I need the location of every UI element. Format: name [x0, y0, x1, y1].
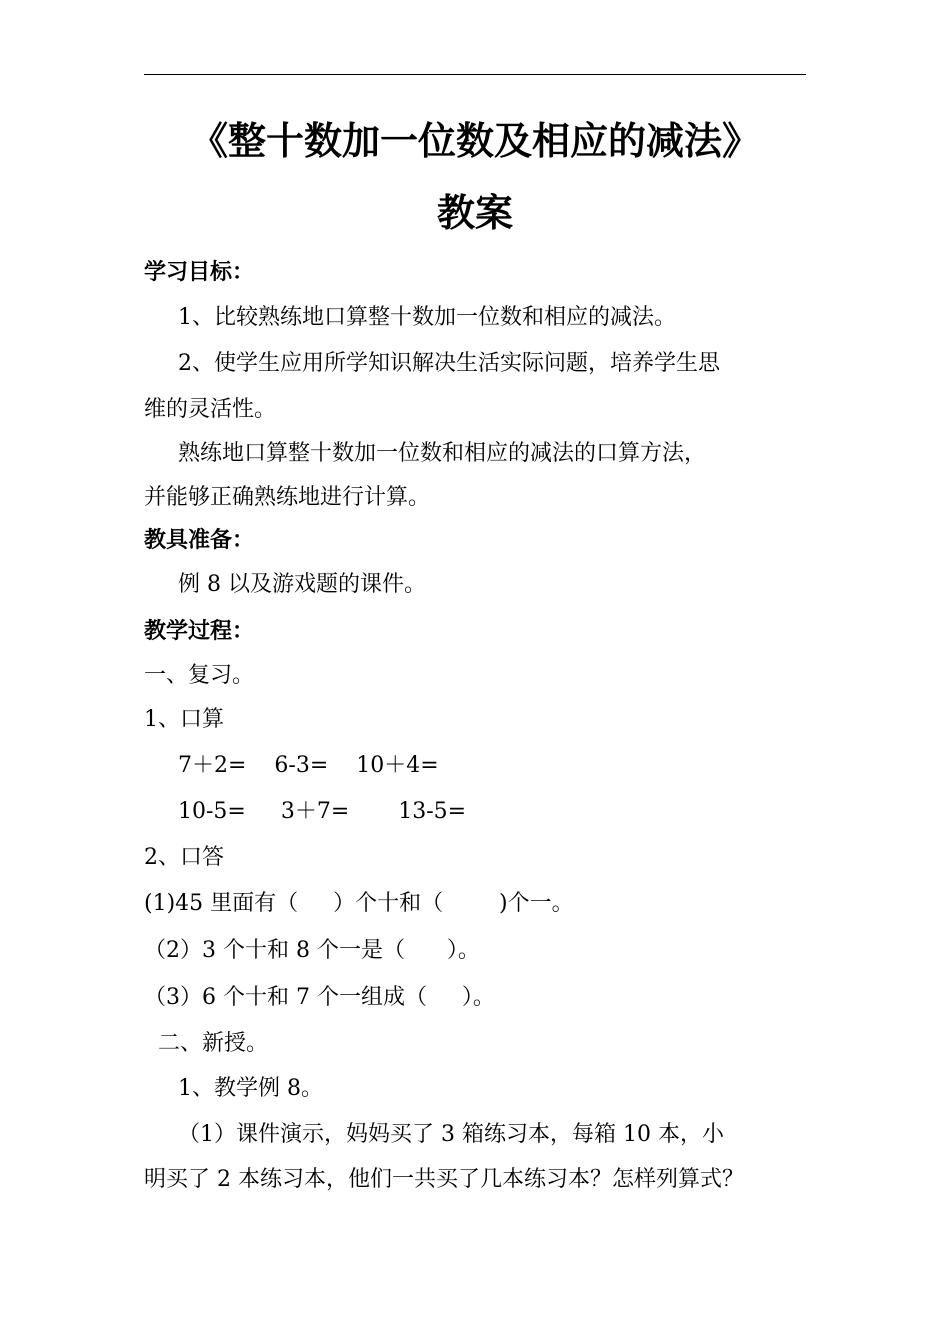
objectives-heading: 学习目标： [144, 260, 255, 285]
example-title: 1、教学例 8。 [178, 1076, 323, 1101]
example-text-line-2: 明买了 2 本练习本，他们一共买了几本练习本？怎样列算式？ [144, 1167, 744, 1192]
process-heading: 教学过程： [144, 619, 255, 644]
objective-focus-line-2: 并能够正确熟练地进行计算。 [144, 485, 431, 510]
calc-row-1: 7＋2= 6-3= 10＋4= [178, 753, 439, 778]
question-1: (1)45 里面有（ ）个十和（ )个一。 [144, 891, 574, 916]
document-title-line-1: 《整十数加一位数及相应的减法》 [189, 119, 760, 163]
materials-heading: 教具准备： [144, 528, 255, 553]
objective-item-2-line-2: 维的灵活性。 [144, 397, 277, 422]
oral-calc-title: 1、口算 [144, 707, 224, 732]
oral-answer-title: 2、口答 [144, 845, 224, 870]
materials-text: 例 8 以及游戏题的课件。 [178, 572, 426, 597]
review-title: 一、复习。 [144, 663, 255, 688]
objective-focus-line-1: 熟练地口算整十数加一位数和相应的减法的口算方法， [178, 441, 707, 466]
objective-item-1: 1、比较熟练地口算整十数加一位数和相应的减法。 [178, 305, 676, 330]
new-lesson-title: 二、新授。 [144, 1031, 268, 1056]
document-title-line-2: 教案 [436, 191, 513, 235]
objective-item-2-line-1: 2、使学生应用所学知识解决生活实际问题，培养学生思 [178, 351, 720, 376]
question-3: （3）6 个十和 7 个一组成（ ）。 [144, 985, 495, 1010]
example-text-line-1: （1）课件演示，妈妈买了 3 箱练习本，每箱 10 本，小 [178, 1122, 724, 1147]
question-2: （2）3 个十和 8 个一是（ ）。 [144, 938, 480, 963]
calc-row-2: 10-5= 3＋7= 13-5= [178, 799, 467, 824]
header-rule [144, 74, 806, 75]
